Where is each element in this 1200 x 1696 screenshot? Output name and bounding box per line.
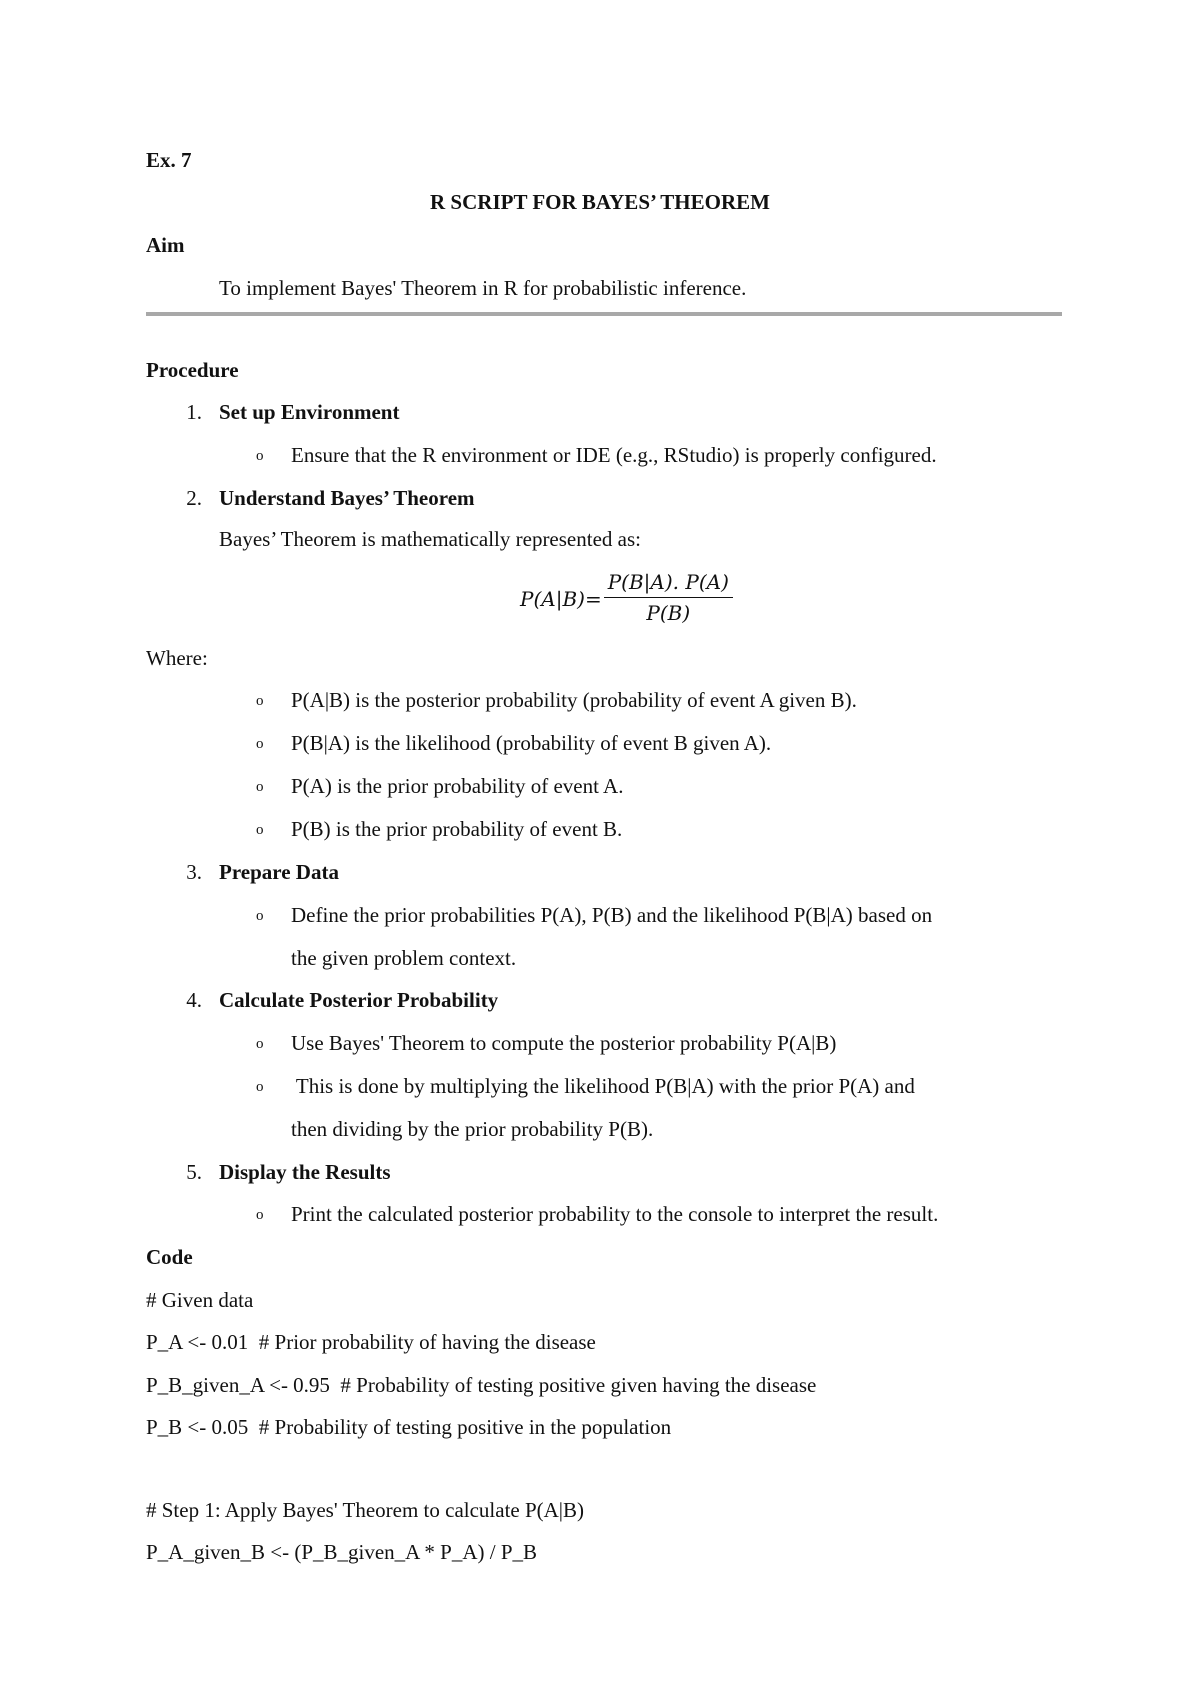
code-line-1: # Given data: [146, 1288, 254, 1312]
bullet-icon: o: [256, 822, 264, 838]
step-3-title: Prepare Data: [219, 860, 339, 884]
code-line-6: P_A_given_B <- (P_B_given_A * P_A) / P_B: [146, 1540, 538, 1564]
step-2-bullet-3: P(A) is the prior probability of event A.: [291, 774, 624, 798]
step-1-number: 1.: [186, 400, 202, 424]
step-2-number: 2.: [186, 486, 202, 510]
step-1-title: Set up Environment: [219, 400, 400, 424]
where-label: Where:: [146, 646, 208, 670]
step-1-bullet-1: Ensure that the R environment or IDE (e.g., RStudio) is properly configured.: [291, 443, 937, 467]
step-4-bullet-2: This is done by multiplying the likelihood P(B|A) with the prior P(A) and: [291, 1074, 915, 1098]
step-5-number: 5.: [186, 1160, 202, 1184]
bullet-icon: o: [256, 779, 264, 795]
aim-text: To implement Bayes' Theorem in R for probabilistic inference.: [219, 276, 747, 300]
bullet-icon: o: [256, 1036, 264, 1052]
document-title: R SCRIPT FOR BAYES’ THEOREM: [430, 190, 770, 214]
step-4-bullet-1: Use Bayes' Theorem to compute the posterior probability P(A|B): [291, 1031, 837, 1055]
step-5-title: Display the Results: [219, 1160, 391, 1184]
bullet-icon: o: [256, 693, 264, 709]
step-3-number: 3.: [186, 860, 202, 884]
step-4-bullet-2-cont: then dividing by the prior probability P(B).: [291, 1117, 654, 1141]
step-3-bullet-1: Define the prior probabilities P(A), P(B) and the likelihood P(B|A) based on: [291, 903, 933, 927]
formula-fraction: [604, 569, 733, 626]
bullet-icon: o: [256, 1079, 264, 1095]
code-heading: Code: [146, 1245, 193, 1269]
formula-numerator: P(B|A). P(A): [604, 569, 733, 598]
code-line-4: P_B <- 0.05 # Probability of testing positive in the population: [146, 1415, 672, 1439]
bullet-icon: o: [256, 448, 264, 464]
bullet-icon: o: [256, 736, 264, 752]
code-line-3: P_B_given_A <- 0.95 # Probability of testing positive given having the disease: [146, 1373, 817, 1397]
bayes-formula: [520, 566, 733, 628]
bullet-icon: o: [256, 908, 264, 924]
procedure-heading: Procedure: [146, 358, 239, 382]
horizontal-rule: [146, 312, 1062, 316]
step-4-title: Calculate Posterior Probability: [219, 988, 499, 1012]
step-2-bullet-1: P(A|B) is the posterior probability (probability of event A given B).: [291, 688, 857, 712]
bullet-icon: o: [256, 1207, 264, 1223]
step-3-bullet-1-cont: the given problem context.: [291, 946, 517, 970]
step-2-bullet-4: P(B) is the prior probability of event B.: [291, 817, 623, 841]
formula-denominator: P(B): [646, 600, 691, 625]
exercise-number: Ex. 7: [146, 148, 192, 172]
code-line-2: P_A <- 0.01 # Prior probability of having the disease: [146, 1330, 596, 1354]
step-2-title: Understand Bayes’ Theorem: [219, 486, 475, 510]
step-2-bullet-2: P(B|A) is the likelihood (probability of event B given A).: [291, 731, 772, 755]
step-5-bullet-1: Print the calculated posterior probability to the console to interpret the result.: [291, 1202, 939, 1226]
aim-heading: Aim: [146, 233, 185, 257]
step-2-intro: Bayes’ Theorem is mathematically represented as:: [219, 527, 641, 551]
code-line-5: # Step 1: Apply Bayes' Theorem to calculate P(A|B): [146, 1498, 585, 1522]
formula-lhs: P(A|B)=: [520, 587, 602, 611]
step-4-number: 4.: [186, 988, 202, 1012]
